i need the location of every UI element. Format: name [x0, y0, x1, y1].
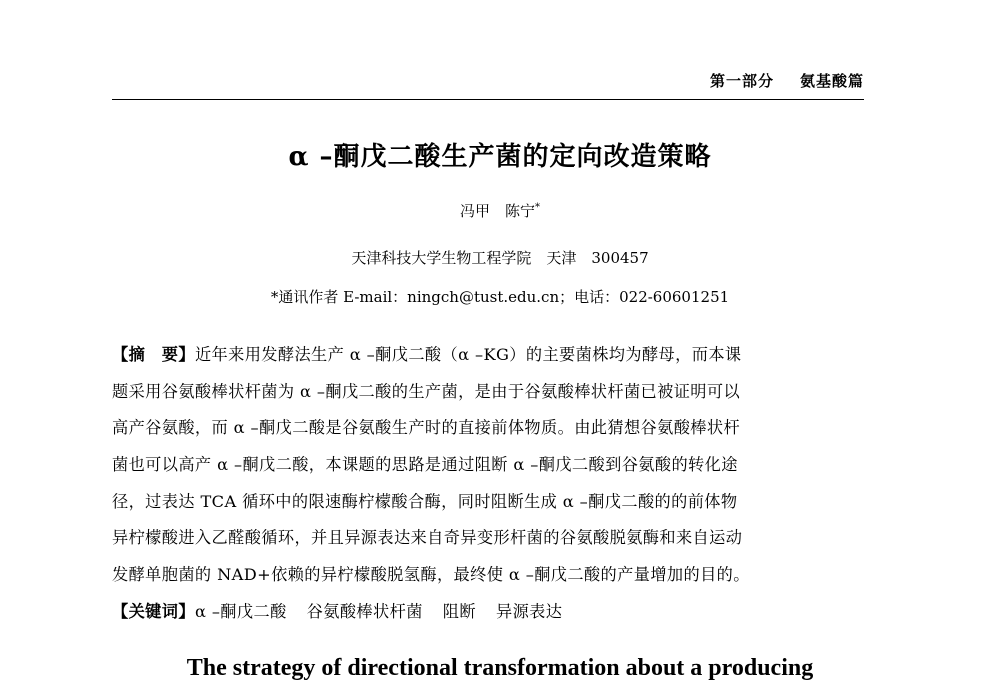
abstract-line: 高产谷氨酸，而 α –酮戊二酸是谷氨酸生产时的直接前体物质。由此猜想谷氨酸棒状杆 — [112, 418, 741, 438]
keyword: α –酮戊二酸 — [194, 602, 287, 621]
keyword: 异源表达 — [495, 602, 563, 621]
running-header — [710, 70, 864, 91]
abstract-label: 【摘 要】 — [112, 345, 195, 364]
abstract — [112, 337, 866, 594]
paper-title: α –酮戊二酸生产菌的定向改造策略 — [288, 142, 712, 172]
english-title: The strategy of directional transformation about a producing — [186, 655, 814, 681]
abstract-text: 近年来用发酵法生产 α –酮戊二酸（α –KG）的主要菌株均为酵母，而本课 — [194, 345, 742, 364]
header-section: 第一部分 — [709, 72, 774, 90]
contact-info: *通讯作者 E-mail：ningch@tust.edu.cn；电话：022-60601251 — [270, 288, 730, 306]
header-subsection: 氨基酸篇 — [799, 72, 864, 90]
authors — [0, 200, 1000, 221]
abstract-line: 题采用谷氨酸棒状杆菌为 α –酮戊二酸的生产菌，是由于谷氨酸棒状杆菌已被证明可以 — [112, 381, 741, 401]
abstract-line: 径，过表达 TCA 循环中的限速酶柠檬酸合酶，同时阻断生成 α –酮戊二酸的的前体物 — [112, 491, 738, 511]
keyword: 阻断 — [442, 602, 476, 621]
keywords-label: 【关键词】 — [112, 602, 195, 621]
author-names: 冯甲 陈宁 — [459, 202, 535, 220]
abstract-line — [112, 337, 866, 374]
abstract-line: 发酵单胞菌的 NAD+依赖的异柠檬酸脱氢酶，最终使 α –酮戊二酸的产量增加的目的。 — [112, 565, 750, 585]
abstract-line: 异柠檬酸进入乙醛酸循环，并且异源表达来自奇异变形杆菌的谷氨酸脱氨酶和来自运动 — [112, 528, 743, 548]
affiliation: 天津科技大学生物工程学院 天津 300457 — [351, 249, 649, 267]
keyword: 谷氨酸棒状杆菌 — [306, 602, 423, 621]
header-rule — [112, 99, 864, 100]
corresponding-mark: * — [535, 202, 540, 213]
abstract-line: 菌也可以高产 α –酮戊二酸，本课题的思路是通过阻断 α –酮戊二酸到谷氨酸的转化途 — [112, 455, 738, 475]
keywords — [112, 598, 866, 622]
